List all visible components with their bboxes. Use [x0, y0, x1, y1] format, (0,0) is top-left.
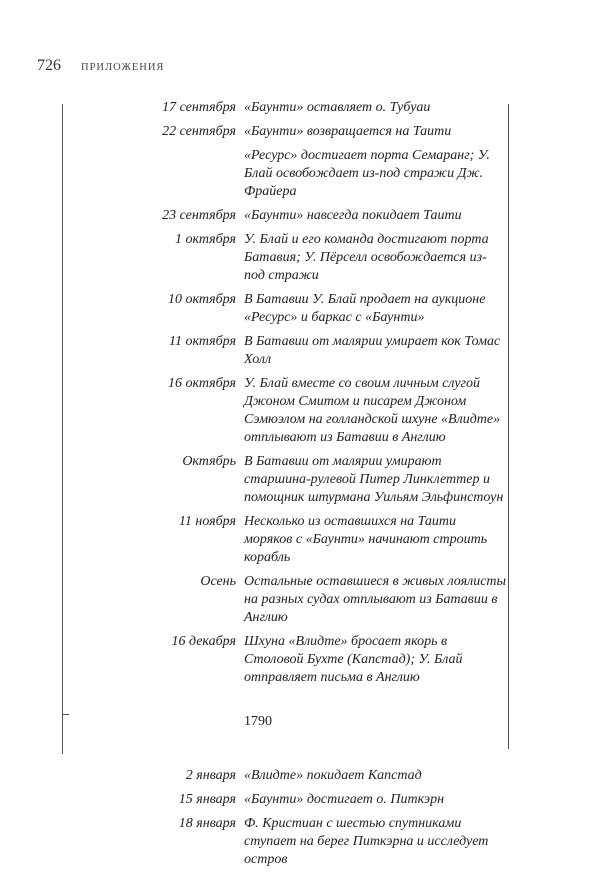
- entry-text: У. Блай и его команда достигают порта Батавия; У. Пёрселл освобождается из-под стражи: [244, 232, 489, 283]
- page-header: [37, 57, 164, 75]
- entry-text: Несколько из оставшихся на Таити моряков с «Баунти» начинают строить корабль: [244, 514, 488, 565]
- entry-date: Октябрь: [182, 454, 236, 469]
- chronology-entry: [100, 767, 520, 785]
- chronology: [100, 99, 520, 875]
- entry-date: 10 октября: [167, 292, 236, 307]
- entry-text: Остальные оставшиеся в живых лоялисты на разных судах отплывают из Батавии в Англию: [244, 574, 506, 625]
- entry-date: 15 января: [178, 792, 236, 807]
- entry-text: Ф. Кристиан с шестью спутниками ступает на берег Питкэрна и исследует остров: [244, 816, 489, 867]
- entry-text: «Баунти» оставляет о. Тубуаи: [244, 100, 431, 115]
- entry-date: 23 сентября: [162, 208, 236, 223]
- chronology-group-1790: [100, 767, 520, 869]
- entry-date: 22 сентября: [162, 124, 236, 139]
- chronology-entry: [100, 147, 520, 201]
- chronology-entry: [100, 123, 520, 141]
- entry-date: 16 декабря: [171, 634, 236, 649]
- chronology-entry: [100, 815, 520, 869]
- entry-text: В Батавии от малярии умирает кок Томас Холл: [244, 334, 501, 367]
- entry-text: «Ресурс» достигает порта Семаранг; У. Блай освобождает из-под стражи Дж. Фрайера: [244, 148, 490, 199]
- chronology-group-1789: [100, 99, 520, 687]
- running-head: ПРИЛОЖЕНИЯ: [81, 62, 165, 73]
- chronology-entry: [100, 333, 520, 369]
- chronology-entry: [100, 573, 520, 627]
- entry-date: 17 сентября: [162, 100, 236, 115]
- entry-text: «Влидте» покидает Капстад: [244, 768, 422, 783]
- entry-text: В Батавии У. Блай продает на аукционе «Ресурс» и баркас с «Баунти»: [244, 292, 486, 325]
- chronology-entry: [100, 231, 520, 285]
- entry-text: У. Блай вместе со своим личным слугой Джоном Смитом и писарем Джоном Сэмюэлом на голландской шхуне «Влидте» отплывают из Батавии в Англию: [244, 376, 501, 445]
- entry-date: 16 октября: [167, 376, 236, 391]
- entry-text: В Батавии от малярии умирают старшина-рулевой Питер Линклеттер и помощник штурмана Уильям Эльфинстоун: [244, 454, 504, 505]
- chronology-entry: [100, 633, 520, 687]
- left-frame-line: [62, 104, 63, 754]
- page-number: 726: [37, 57, 61, 74]
- entry-date: 2 января: [185, 768, 236, 783]
- entry-text: Шхуна «Влидте» бросает якорь в Столовой Бухте (Капстад); У. Блай отправляет письма в Англию: [244, 634, 463, 685]
- chronology-entry: [100, 291, 520, 327]
- entry-date: 11 октября: [169, 334, 236, 349]
- entry-text: «Баунти» возвращается на Таити: [244, 124, 452, 139]
- entry-date: 18 января: [178, 816, 236, 831]
- year-heading: 1790: [244, 714, 272, 729]
- margin-tick: [62, 714, 69, 715]
- chronology-entry: [100, 207, 520, 225]
- entry-date: Осень: [200, 574, 236, 589]
- chronology-entry: [100, 513, 520, 567]
- entry-text: «Баунти» навсегда покидает Таити: [244, 208, 462, 223]
- entry-date: 11 ноября: [178, 514, 236, 529]
- entry-date: 1 октября: [174, 232, 236, 247]
- chronology-entry: [100, 99, 520, 117]
- chronology-entry: [100, 453, 520, 507]
- chronology-entry: [100, 791, 520, 809]
- chronology-entry: [100, 375, 520, 447]
- entry-text: «Баунти» достигает о. Питкэрн: [244, 792, 445, 807]
